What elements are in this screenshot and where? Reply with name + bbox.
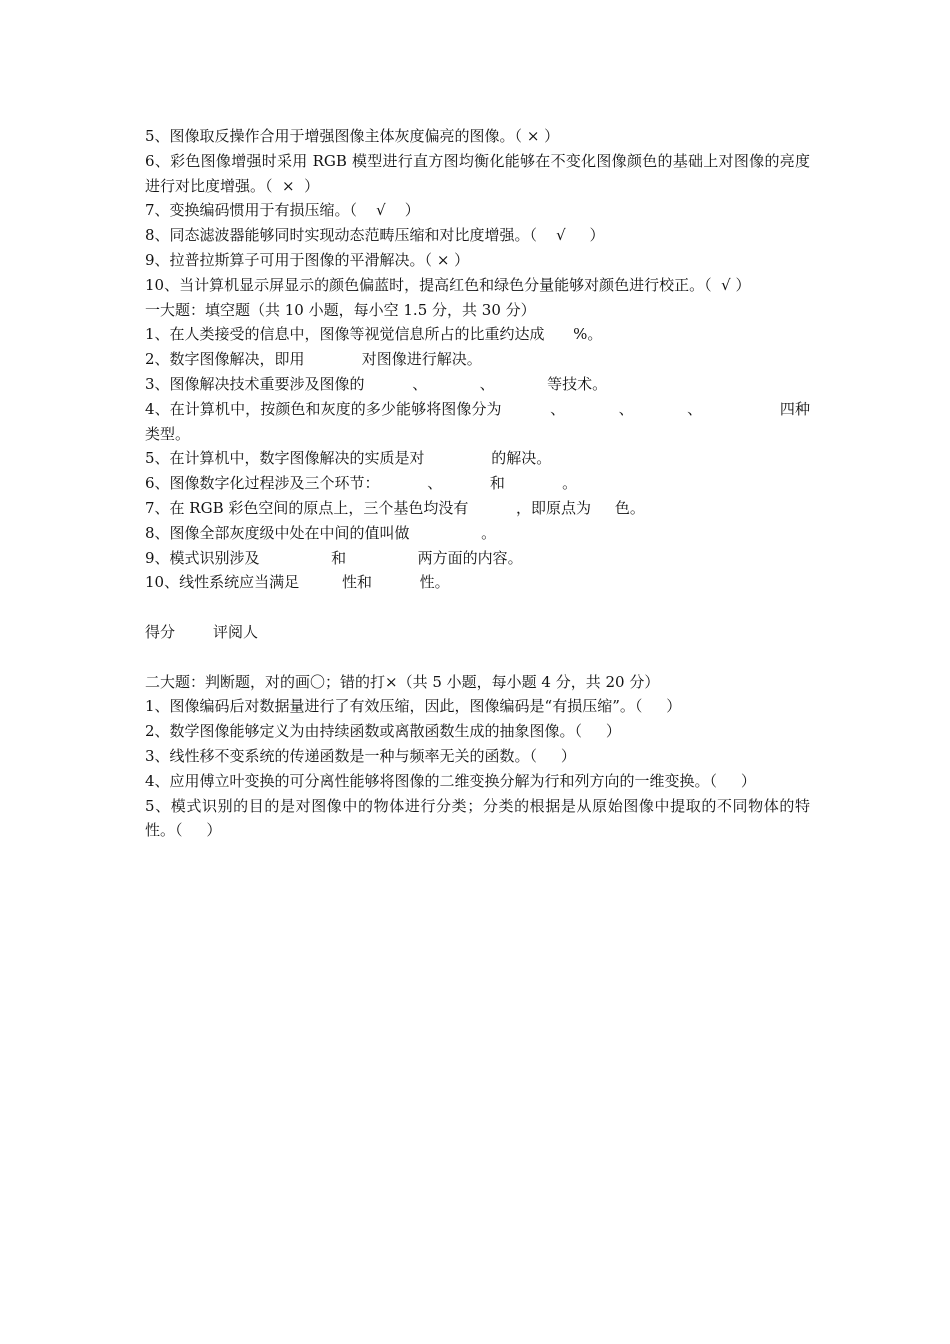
document-body [145, 124, 810, 843]
fill-section-title: 一大题：填空题（共 10 小题，每小空 1.5 分，共 30 分） [145, 300, 536, 319]
judge-answer-10: 10、当计算机显示屏显示的颜色偏蓝时，提高红色和绿色分量能够对颜色进行校正。（ √ ） [145, 275, 751, 294]
fill-item-3: 3、图像解决技术重要涉及图像的 、 、 等技术。 [145, 374, 608, 393]
fill-item-10: 10、线性系统应当满足 性和 性。 [145, 573, 450, 592]
score-label: 得分 [145, 622, 176, 641]
spacer [145, 595, 810, 620]
reviewer-label: 评阅人 [213, 622, 259, 641]
score-box [145, 620, 810, 645]
judge-item-4: 4、应用傅立叶变换的可分离性能够将图像的二维变换分解为行和列方向的一维变换。（ ） [145, 771, 756, 790]
judge-answer-7: 7、变换编码惯用于有损压缩。（ √ ） [145, 201, 420, 220]
judge-answer-5: 5、图像取反操作合用于增强图像主体灰度偏亮的图像。（ × ） [145, 127, 560, 145]
fill-item-8: 8、图像全部灰度级中处在中间的值叫做 。 [145, 523, 497, 542]
judge-item-1: 1、图像编码后对数据量进行了有效压缩，因此，图像编码是“有损压缩”。（ ） [145, 697, 682, 716]
fill-item-1: 1、在人类接受的信息中，图像等视觉信息所占的比重约达成 %。 [145, 325, 603, 344]
fill-item-4: 4、在计算机中，按颜色和灰度的多少能够将图像分为 、 、 、 四种类型。 [145, 399, 810, 443]
judge-item-5: 5、模式识别的目的是对图像中的物体进行分类；分类的根据是从原始图像中提取的不同物体的特性。（ ） [145, 796, 810, 840]
fill-item-5: 5、在计算机中，数字图像解决的实质是对 的解决。 [145, 449, 552, 468]
judge-section-title: 二大题：判断题，对的画〇；错的打×（共 5 小题，每小题 4 分，共 20 分） [145, 672, 660, 691]
judge-answer-6: 6、彩色图像增强时采用 RGB 模型进行直方图均衡化能够在不变化图像颜色的基础上对图像的亮度进行对比度增强。（ × ） [145, 151, 810, 195]
judge-answer-8: 8、同态滤波器能够同时实现动态范畴压缩和对比度增强。（ √ ） [145, 226, 605, 245]
judge-item-3: 3、线性移不变系统的传递函数是一种与频率无关的函数。（ ） [145, 746, 576, 765]
fill-item-2: 2、数字图像解决，即用 对图像进行解决。 [145, 350, 482, 369]
spacer [145, 645, 810, 670]
judge-answer-9: 9、拉普拉斯算子可用于图像的平滑解决。（ × ） [145, 250, 470, 269]
fill-item-6: 6、图像数字化过程涉及三个环节： 、 和 。 [145, 474, 578, 493]
fill-item-7: 7、在 RGB 彩色空间的原点上，三个基色均没有 ，即原点为 色。 [145, 498, 645, 517]
judge-item-2: 2、数学图像能够定义为由持续函数或离散函数生成的抽象图像。（ ） [145, 722, 621, 741]
fill-item-9: 9、模式识别涉及 和 两方面的内容。 [145, 548, 523, 567]
